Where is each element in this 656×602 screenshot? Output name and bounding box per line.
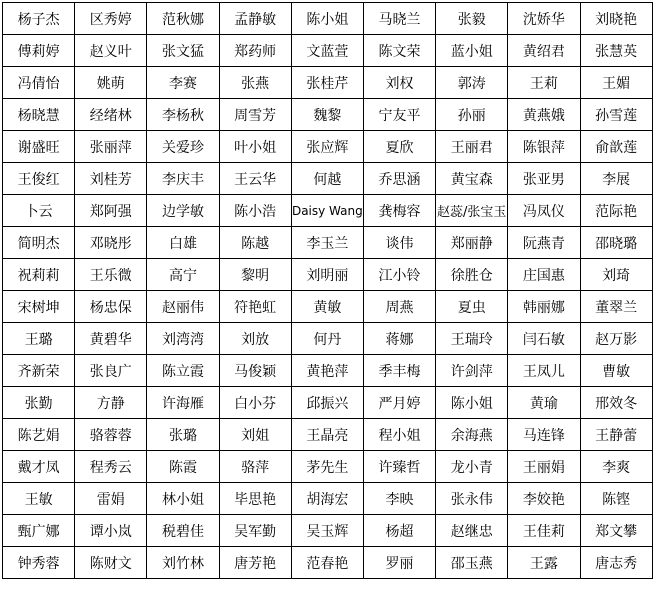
table-cell: 黄绍君 — [508, 35, 580, 67]
table-cell: 邱振兴 — [291, 387, 363, 419]
table-cell: 宁友平 — [363, 99, 435, 131]
table-cell: 林小姐 — [147, 483, 219, 515]
table-cell: 税碧佳 — [147, 515, 219, 547]
table-cell: 雷娟 — [75, 483, 147, 515]
table-cell: 高宁 — [147, 259, 219, 291]
table-cell: 区秀婷 — [75, 3, 147, 35]
table-cell: 郑药师 — [219, 35, 291, 67]
table-row — [3, 323, 653, 355]
table-cell: 简明杰 — [3, 227, 75, 259]
names-table-body — [3, 3, 653, 579]
table-cell: 夏虫 — [436, 291, 508, 323]
table-cell: 阮燕青 — [508, 227, 580, 259]
table-cell: 江小铃 — [363, 259, 435, 291]
table-cell: 黎明 — [219, 259, 291, 291]
table-cell: 赵义叶 — [75, 35, 147, 67]
table-cell: 韩丽娜 — [508, 291, 580, 323]
table-cell: 孟静敏 — [219, 3, 291, 35]
table-cell: 曹敏 — [580, 355, 652, 387]
table-cell: 冯倩怡 — [3, 67, 75, 99]
table-cell: 许臻哲 — [363, 451, 435, 483]
table-cell: 王云华 — [219, 163, 291, 195]
table-cell: 张亚男 — [508, 163, 580, 195]
table-cell: 祝莉莉 — [3, 259, 75, 291]
table-row — [3, 99, 653, 131]
table-cell: 何越 — [291, 163, 363, 195]
table-cell: 茅先生 — [291, 451, 363, 483]
table-cell: 龙小青 — [436, 451, 508, 483]
table-cell: 符艳虹 — [219, 291, 291, 323]
table-row — [3, 3, 653, 35]
table-row — [3, 67, 653, 99]
table-cell: 郭涛 — [436, 67, 508, 99]
table-cell: 黄碧华 — [75, 323, 147, 355]
table-cell: 程秀云 — [75, 451, 147, 483]
table-cell: 王丽娟 — [508, 451, 580, 483]
table-cell: 李映 — [363, 483, 435, 515]
table-cell: 叶小姐 — [219, 131, 291, 163]
table-cell: 黄瑜 — [508, 387, 580, 419]
table-cell: 刘权 — [363, 67, 435, 99]
table-cell: 傅莉婷 — [3, 35, 75, 67]
table-cell: 王晶亮 — [291, 419, 363, 451]
table-row — [3, 355, 653, 387]
table-row — [3, 419, 653, 451]
table-cell: 陈小姐 — [291, 3, 363, 35]
table-cell: 张良广 — [75, 355, 147, 387]
table-cell: 杨晓慧 — [3, 99, 75, 131]
table-cell: 张燕 — [219, 67, 291, 99]
table-cell: 范秋娜 — [147, 3, 219, 35]
table-cell: 周燕 — [363, 291, 435, 323]
table-cell: 许海雁 — [147, 387, 219, 419]
table-cell: 范春艳 — [291, 547, 363, 579]
table-cell: 邵玉燕 — [436, 547, 508, 579]
table-cell: 王俊红 — [3, 163, 75, 195]
table-cell: 唐芳艳 — [219, 547, 291, 579]
table-cell: 庄国惠 — [508, 259, 580, 291]
table-cell: 李庆丰 — [147, 163, 219, 195]
table-cell: 张应辉 — [291, 131, 363, 163]
table-row — [3, 163, 653, 195]
table-cell: 李爽 — [580, 451, 652, 483]
table-cell: 黄宝森 — [436, 163, 508, 195]
table-cell: 程小姐 — [363, 419, 435, 451]
table-cell: 周雪芳 — [219, 99, 291, 131]
table-cell: 谭小岚 — [75, 515, 147, 547]
table-cell: 刘姐 — [219, 419, 291, 451]
table-cell: 卜云 — [3, 195, 75, 227]
table-cell: 王媚 — [580, 67, 652, 99]
table-cell: 文蓝萱 — [291, 35, 363, 67]
table-cell: 王凤儿 — [508, 355, 580, 387]
table-cell: 季丰梅 — [363, 355, 435, 387]
table-row — [3, 195, 653, 227]
table-cell: 刘晓艳 — [580, 3, 652, 35]
table-row — [3, 515, 653, 547]
table-cell: 张桂芹 — [291, 67, 363, 99]
table-cell: 刘竹林 — [147, 547, 219, 579]
table-cell: 王瑞玲 — [436, 323, 508, 355]
table-row — [3, 483, 653, 515]
table-cell: 王莉 — [508, 67, 580, 99]
table-cell: 邢效冬 — [580, 387, 652, 419]
table-cell: 毕思艳 — [219, 483, 291, 515]
table-cell: 杨忠保 — [75, 291, 147, 323]
table-cell: 骆蓉蓉 — [75, 419, 147, 451]
table-cell: 刘放 — [219, 323, 291, 355]
table-cell: 严月婷 — [363, 387, 435, 419]
table-cell: 范际艳 — [580, 195, 652, 227]
table-cell: 陈银萍 — [508, 131, 580, 163]
table-cell: 张勤 — [3, 387, 75, 419]
table-cell: 白小芬 — [219, 387, 291, 419]
table-cell: 郑文攀 — [580, 515, 652, 547]
names-table-container — [2, 2, 653, 579]
table-cell: 蓝小姐 — [436, 35, 508, 67]
table-row — [3, 451, 653, 483]
table-cell: 杨超 — [363, 515, 435, 547]
table-cell: 马俊颖 — [219, 355, 291, 387]
table-cell: 孙丽 — [436, 99, 508, 131]
table-cell: 赵万影 — [580, 323, 652, 355]
table-cell: 马晓兰 — [363, 3, 435, 35]
table-cell: 边学敏 — [147, 195, 219, 227]
table-cell: 沈娇华 — [508, 3, 580, 35]
table-cell: 邵晓璐 — [580, 227, 652, 259]
table-cell: 余海燕 — [436, 419, 508, 451]
table-cell: 陈霞 — [147, 451, 219, 483]
table-cell: 黄艳萍 — [291, 355, 363, 387]
table-cell: 李赛 — [147, 67, 219, 99]
table-cell: 谈伟 — [363, 227, 435, 259]
table-cell: 刘琦 — [580, 259, 652, 291]
table-row — [3, 35, 653, 67]
table-cell: 孙雪莲 — [580, 99, 652, 131]
table-cell: 冯凤仪 — [508, 195, 580, 227]
table-cell: 李姣艳 — [508, 483, 580, 515]
table-cell: 甄广娜 — [3, 515, 75, 547]
table-cell: 张毅 — [436, 3, 508, 35]
table-cell: 王敏 — [3, 483, 75, 515]
table-cell: 张丽萍 — [75, 131, 147, 163]
table-cell: 吴军勤 — [219, 515, 291, 547]
table-row — [3, 547, 653, 579]
table-cell: 张慧英 — [580, 35, 652, 67]
names-table — [2, 2, 653, 579]
table-row — [3, 131, 653, 163]
table-cell: Daisy Wang — [291, 195, 363, 227]
table-row — [3, 291, 653, 323]
table-cell: 王璐 — [3, 323, 75, 355]
table-cell: 闫石敏 — [508, 323, 580, 355]
table-row — [3, 387, 653, 419]
table-cell: 许剑萍 — [436, 355, 508, 387]
table-cell: 陈小浩 — [219, 195, 291, 227]
table-cell: 宋树坤 — [3, 291, 75, 323]
table-cell: 夏欣 — [363, 131, 435, 163]
table-cell: 王露 — [508, 547, 580, 579]
table-cell: 骆萍 — [219, 451, 291, 483]
table-cell: 董翠兰 — [580, 291, 652, 323]
table-cell: 刘桂芳 — [75, 163, 147, 195]
table-cell: 俞歆莲 — [580, 131, 652, 163]
table-cell: 黄敏 — [291, 291, 363, 323]
table-cell: 王佳莉 — [508, 515, 580, 547]
table-cell: 陈小姐 — [436, 387, 508, 419]
table-cell: 吴玉辉 — [291, 515, 363, 547]
table-cell: 张文猛 — [147, 35, 219, 67]
table-cell: 陈立霞 — [147, 355, 219, 387]
table-cell: 赵丽伟 — [147, 291, 219, 323]
table-cell: 何丹 — [291, 323, 363, 355]
table-cell: 陈越 — [219, 227, 291, 259]
table-cell: 蒋娜 — [363, 323, 435, 355]
table-cell: 白雄 — [147, 227, 219, 259]
table-cell: 龚梅容 — [363, 195, 435, 227]
table-cell: 乔思涵 — [363, 163, 435, 195]
table-cell: 钟秀蓉 — [3, 547, 75, 579]
table-cell: 赵继忠 — [436, 515, 508, 547]
table-cell: 邓晓彤 — [75, 227, 147, 259]
table-cell: 赵蕊/张宝玉 — [436, 195, 508, 227]
table-cell: 王静蕾 — [580, 419, 652, 451]
table-cell: 王丽君 — [436, 131, 508, 163]
table-cell: 陈艺娟 — [3, 419, 75, 451]
table-cell: 陈文荣 — [363, 35, 435, 67]
table-cell: 马连锋 — [508, 419, 580, 451]
table-cell: 陈财文 — [75, 547, 147, 579]
table-cell: 谢盛旺 — [3, 131, 75, 163]
table-cell: 徐胜仓 — [436, 259, 508, 291]
table-cell: 经绪林 — [75, 99, 147, 131]
table-cell: 魏黎 — [291, 99, 363, 131]
table-cell: 姚萌 — [75, 67, 147, 99]
table-cell: 齐新荣 — [3, 355, 75, 387]
table-cell: 李杨秋 — [147, 99, 219, 131]
table-cell: 胡海宏 — [291, 483, 363, 515]
table-cell: 关爱珍 — [147, 131, 219, 163]
table-cell: 刘湾湾 — [147, 323, 219, 355]
table-cell: 杨子杰 — [3, 3, 75, 35]
table-cell: 陈铿 — [580, 483, 652, 515]
table-cell: 罗丽 — [363, 547, 435, 579]
table-cell: 方静 — [75, 387, 147, 419]
table-cell: 张永伟 — [436, 483, 508, 515]
table-cell: 郑丽静 — [436, 227, 508, 259]
table-cell: 李展 — [580, 163, 652, 195]
table-cell: 唐志秀 — [580, 547, 652, 579]
table-row — [3, 227, 653, 259]
table-cell: 刘明丽 — [291, 259, 363, 291]
table-cell: 张璐 — [147, 419, 219, 451]
table-cell: 戴才凤 — [3, 451, 75, 483]
table-row — [3, 259, 653, 291]
table-cell: 郑阿强 — [75, 195, 147, 227]
table-cell: 黄燕娥 — [508, 99, 580, 131]
table-cell: 李玉兰 — [291, 227, 363, 259]
table-cell: 王乐微 — [75, 259, 147, 291]
